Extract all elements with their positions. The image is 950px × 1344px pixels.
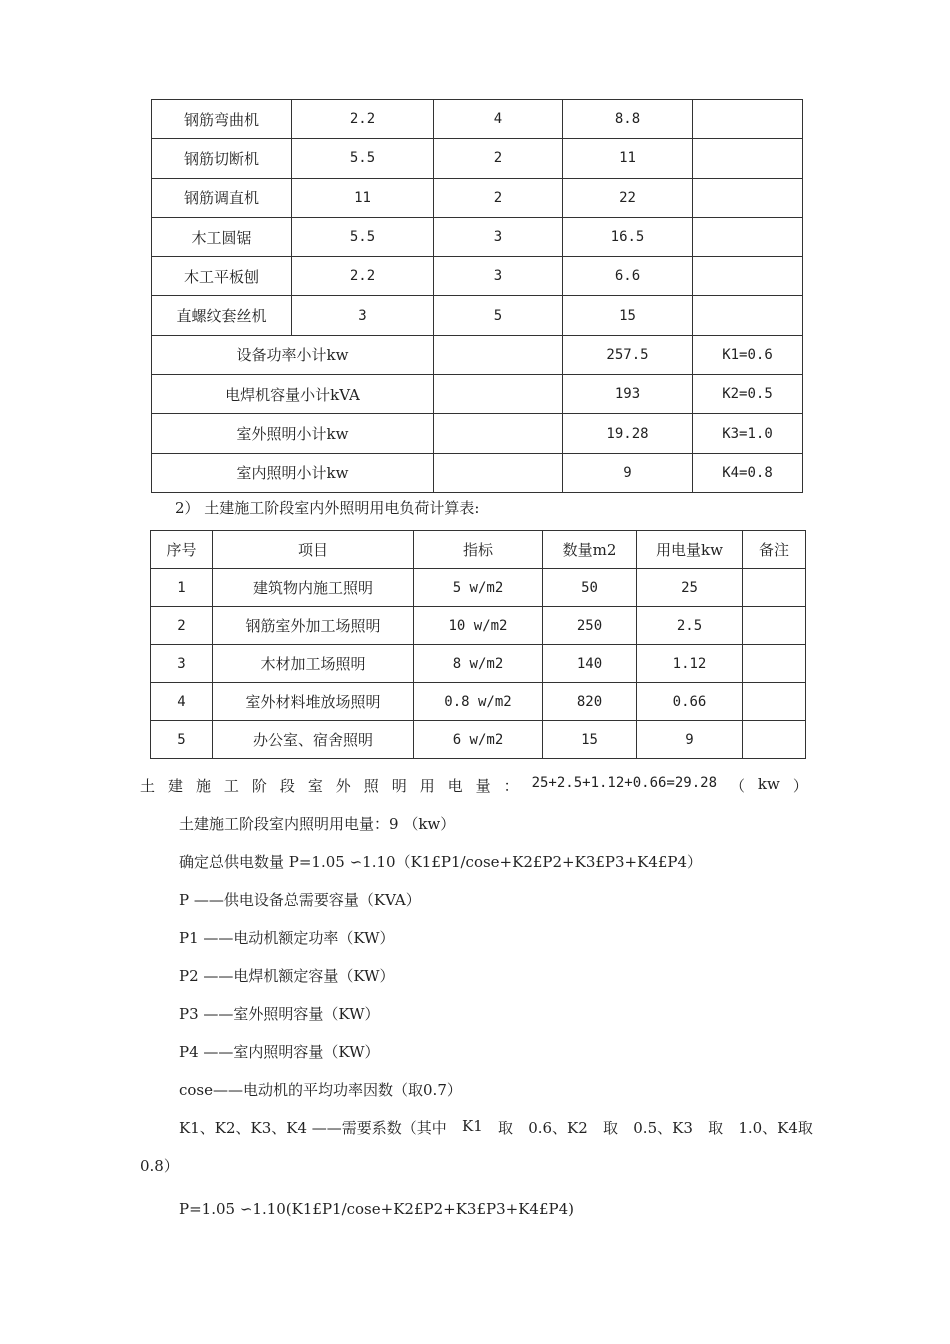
- subtotal-value: 9: [563, 453, 693, 492]
- paragraph-line: P1 ——电动机额定功率（KW）: [179, 929, 395, 947]
- paragraph-line: P ——供电设备总需要容量（KVA）: [179, 891, 421, 909]
- row-rate: 0.8 w/m2: [414, 683, 543, 721]
- coefficient: K4=0.8: [693, 453, 803, 492]
- coefficient: K2=0.5: [693, 375, 803, 414]
- row-area: 250: [543, 607, 637, 645]
- note-cell: [693, 100, 803, 139]
- section-title: 2） 土建施工阶段室内外照明用电负荷计算表:: [175, 499, 480, 517]
- text-char: 土: [140, 777, 156, 795]
- equipment-table: [151, 99, 803, 493]
- subtotal-row: [152, 335, 803, 374]
- unit-power: 3: [292, 296, 434, 335]
- text-char: 外: [335, 777, 351, 795]
- unit-power: 2.2: [292, 100, 434, 139]
- coefficient-line: [179, 1117, 813, 1138]
- unit-power: 5.5: [292, 217, 434, 256]
- row-load: 1.12: [637, 645, 743, 683]
- row-item: 室外材料堆放场照明: [213, 683, 414, 721]
- text-char: 电: [447, 777, 463, 795]
- subtotal-value: 257.5: [563, 335, 693, 374]
- table-row: [152, 100, 803, 139]
- text-char: ：: [503, 777, 519, 795]
- text-char: 施: [195, 777, 211, 795]
- header-index: 序号: [151, 531, 213, 569]
- equipment-name: 钢筋调直机: [152, 178, 292, 217]
- empty-cell: [434, 414, 563, 453]
- quantity: 3: [434, 257, 563, 296]
- text-char: 室: [307, 777, 323, 795]
- final-formula: P=1.05 ∽1.10(K1£P1/cose+K2£P2+K3£P3+K4£P4): [179, 1200, 574, 1218]
- total-power: 22: [563, 178, 693, 217]
- row-area: 820: [543, 683, 637, 721]
- row-index: 5: [151, 721, 213, 759]
- row-index: 3: [151, 645, 213, 683]
- paragraph-line: 土建施工阶段室内照明用电量：9 （kw）: [179, 815, 456, 833]
- row-load: 0.66: [637, 683, 743, 721]
- outdoor-lighting-line: [140, 775, 808, 796]
- header-load: 用电量kw: [637, 531, 743, 569]
- header-item: 项目: [213, 531, 414, 569]
- row-rate: 10 w/m2: [414, 607, 543, 645]
- row-note: [743, 569, 806, 607]
- header-area: 数量m2: [543, 531, 637, 569]
- outdoor-formula: 25+2.5+1.12+0.66=29.28: [531, 775, 717, 791]
- paragraph-line: P4 ——室内照明容量（KW）: [179, 1043, 380, 1061]
- paragraph-line: cose——电动机的平均功率因数（取0.7）: [179, 1081, 462, 1099]
- text-part: 取: [603, 1119, 619, 1137]
- paragraph-line: P2 ——电焊机额定容量（KW）: [179, 967, 395, 985]
- text-char: 阶: [251, 777, 267, 795]
- equipment-name: 直螺纹套丝机: [152, 296, 292, 335]
- table-row: [151, 645, 806, 683]
- note-cell: [693, 257, 803, 296]
- empty-cell: [434, 335, 563, 374]
- quantity: 3: [434, 217, 563, 256]
- quantity: 4: [434, 100, 563, 139]
- table-header-row: [151, 531, 806, 569]
- table-row: [151, 721, 806, 759]
- coefficient: K1=0.6: [693, 335, 803, 374]
- row-note: [743, 683, 806, 721]
- equipment-name: 木工平板刨: [152, 257, 292, 296]
- text-part: 0.5、K3: [633, 1119, 693, 1137]
- text-part: 取: [497, 1119, 513, 1137]
- subtotal-label: 电焊机容量小计kVA: [152, 375, 434, 414]
- coefficient-line-continued: 0.8）: [140, 1157, 179, 1175]
- coefficient: K3=1.0: [693, 414, 803, 453]
- text-char: 明: [391, 777, 407, 795]
- row-load: 9: [637, 721, 743, 759]
- total-power: 8.8: [563, 100, 693, 139]
- row-item: 木材加工场照明: [213, 645, 414, 683]
- row-item: 建筑物内施工照明: [213, 569, 414, 607]
- unit-text: kw: [757, 775, 780, 793]
- total-power: 16.5: [563, 217, 693, 256]
- row-rate: 8 w/m2: [414, 645, 543, 683]
- table-row: [152, 257, 803, 296]
- unit-power: 2.2: [292, 257, 434, 296]
- subtotal-value: 19.28: [563, 414, 693, 453]
- note-cell: [693, 296, 803, 335]
- text-char: ）: [792, 777, 808, 795]
- text-char: 照: [363, 777, 379, 795]
- subtotal-row: [152, 375, 803, 414]
- total-power: 11: [563, 139, 693, 178]
- unit-power: 5.5: [292, 139, 434, 178]
- table-row: [151, 607, 806, 645]
- note-cell: [693, 178, 803, 217]
- text-char: 工: [223, 777, 239, 795]
- subtotal-value: 193: [563, 375, 693, 414]
- text-char: 建: [167, 777, 183, 795]
- empty-cell: [434, 375, 563, 414]
- text-char: 用: [419, 777, 435, 795]
- equipment-name: 钢筋弯曲机: [152, 100, 292, 139]
- row-item: 办公室、宿舍照明: [213, 721, 414, 759]
- paragraph-line: 确定总供电数量 P=1.05 ∽1.10（K1£P1/cose+K2£P2+K3£P3+K4£P4）: [179, 853, 703, 871]
- row-item: 钢筋室外加工场照明: [213, 607, 414, 645]
- total-power: 15: [563, 296, 693, 335]
- subtotal-label: 室内照明小计kw: [152, 453, 434, 492]
- note-cell: [693, 139, 803, 178]
- quantity: 2: [434, 178, 563, 217]
- text-part: K1、K2、K3、K4 ——需要系数（其中: [179, 1119, 447, 1137]
- table-row: [152, 178, 803, 217]
- lighting-table: [150, 530, 806, 759]
- subtotal-row: [152, 453, 803, 492]
- row-area: 50: [543, 569, 637, 607]
- table-row: [152, 139, 803, 178]
- equipment-name: 木工圆锯: [152, 217, 292, 256]
- row-note: [743, 721, 806, 759]
- text-part: 1.0、K4取: [738, 1119, 813, 1137]
- subtotal-row: [152, 414, 803, 453]
- row-note: [743, 645, 806, 683]
- row-area: 140: [543, 645, 637, 683]
- text-part: K1: [462, 1117, 483, 1135]
- subtotal-label: 设备功率小计kw: [152, 335, 434, 374]
- paragraph-line: P3 ——室外照明容量（KW）: [179, 1005, 380, 1023]
- quantity: 2: [434, 139, 563, 178]
- row-index: 2: [151, 607, 213, 645]
- row-index: 1: [151, 569, 213, 607]
- text-part: 取: [708, 1119, 724, 1137]
- row-rate: 6 w/m2: [414, 721, 543, 759]
- table-row: [151, 569, 806, 607]
- subtotal-label: 室外照明小计kw: [152, 414, 434, 453]
- row-area: 15: [543, 721, 637, 759]
- unit-power: 11: [292, 178, 434, 217]
- text-char: （: [729, 777, 745, 795]
- equipment-name: 钢筋切断机: [152, 139, 292, 178]
- table-row: [152, 296, 803, 335]
- table-row: [152, 217, 803, 256]
- text-part: 0.6、K2: [528, 1119, 588, 1137]
- row-rate: 5 w/m2: [414, 569, 543, 607]
- note-cell: [693, 217, 803, 256]
- text-char: 量: [475, 777, 491, 795]
- table-row: [151, 683, 806, 721]
- row-note: [743, 607, 806, 645]
- text-char: 段: [279, 777, 295, 795]
- header-note: 备注: [743, 531, 806, 569]
- row-load: 2.5: [637, 607, 743, 645]
- row-load: 25: [637, 569, 743, 607]
- empty-cell: [434, 453, 563, 492]
- quantity: 5: [434, 296, 563, 335]
- total-power: 6.6: [563, 257, 693, 296]
- header-rate: 指标: [414, 531, 543, 569]
- row-index: 4: [151, 683, 213, 721]
